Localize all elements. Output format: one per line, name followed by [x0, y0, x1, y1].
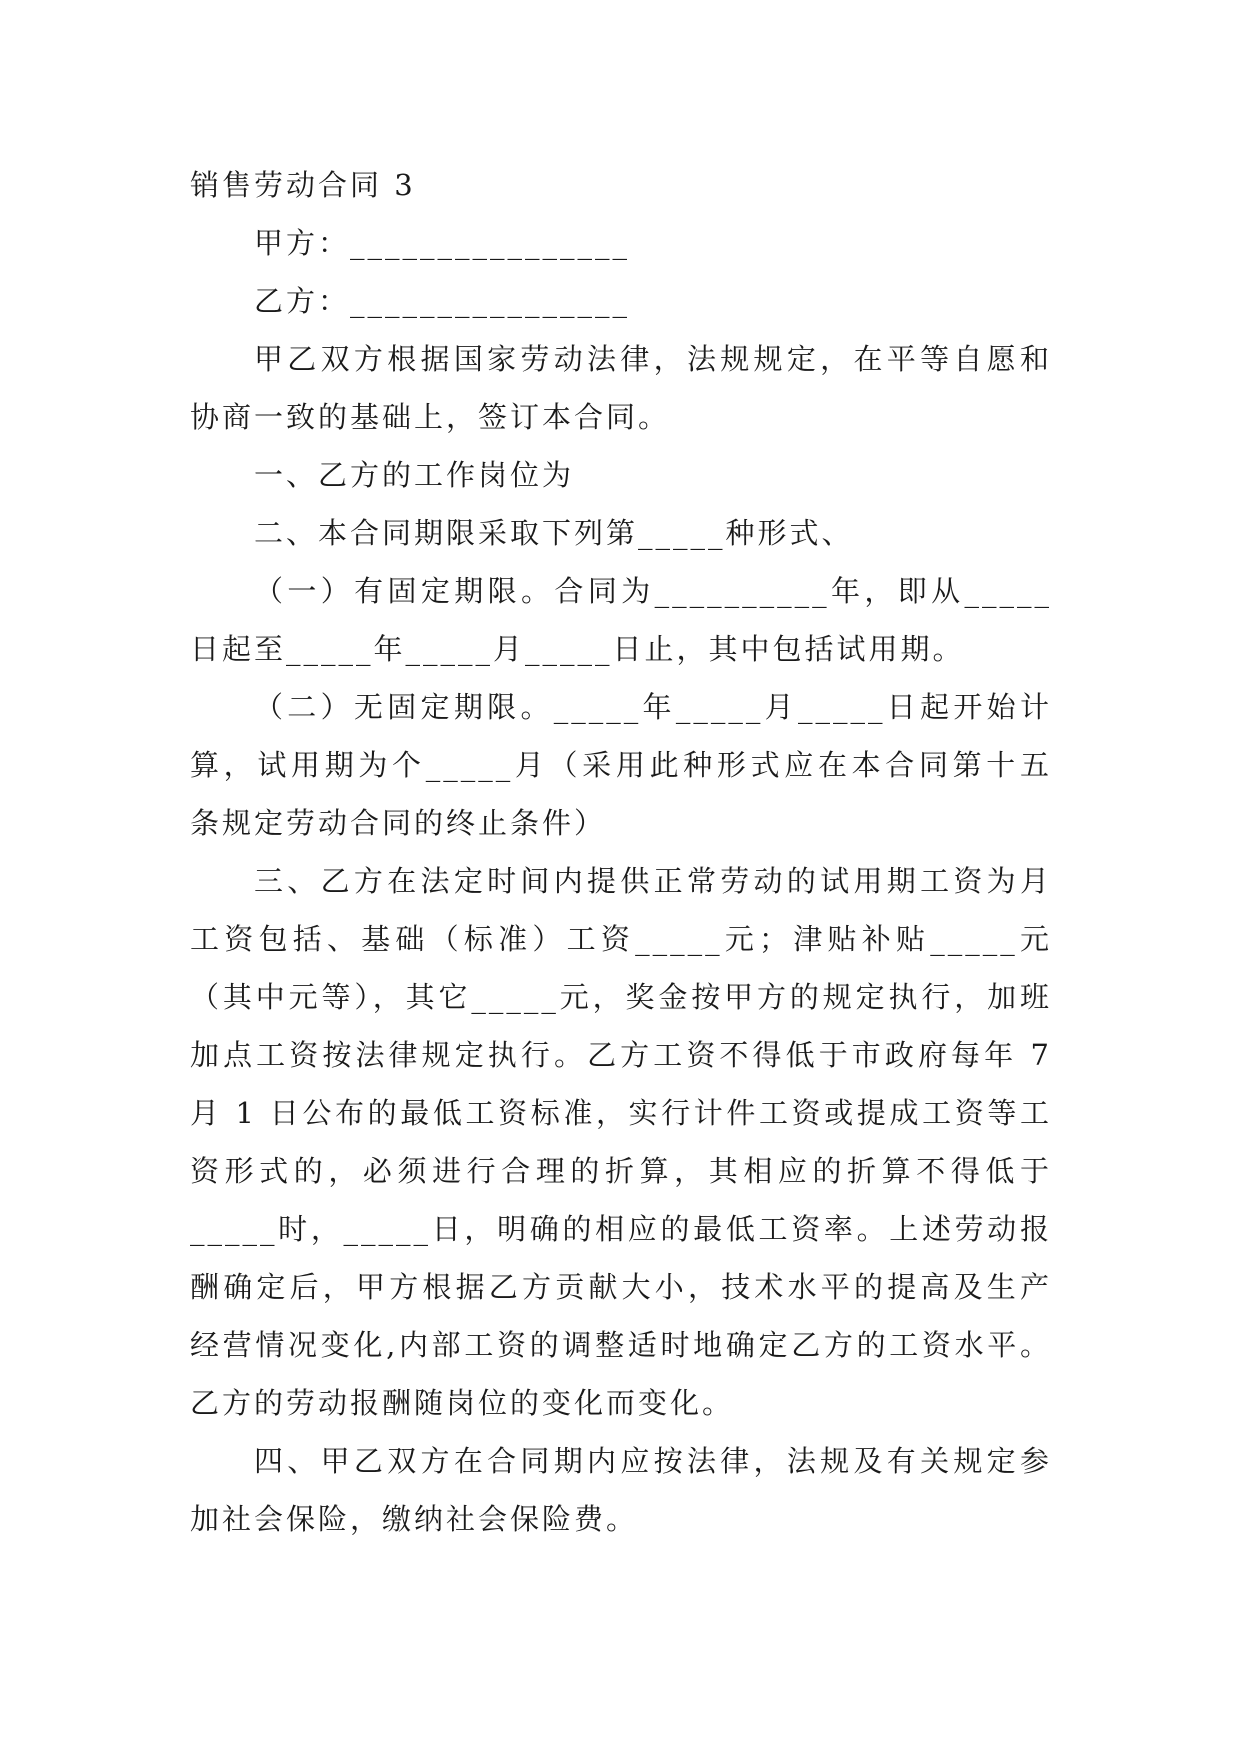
text-line: 乙方：________________ [254, 284, 631, 318]
text-line: 二、本合同期限采取下列第_____种形式、 [254, 516, 854, 550]
text-line: 甲方：________________ [254, 226, 631, 260]
text-line: 月 1 日公布的最低工资标准，实行计件工资或提成工资等工 [190, 1096, 1052, 1130]
text-line: 三、乙方在法定时间内提供正常劳动的试用期工资为月 [254, 864, 1052, 898]
text-line: 酬确定后，甲方根据乙方贡献大小，技术水平的提高及生产 [190, 1270, 1052, 1304]
text-line: 工资包括、基础（标准）工资_____元；津贴补贴_____元 [190, 922, 1052, 956]
text-line: 四、甲乙双方在合同期内应按法律，法规及有关规定参 [254, 1444, 1052, 1478]
text-line: 经营情况变化,内部工资的调整适时地确定乙方的工资水平。 [190, 1328, 1052, 1362]
text-line: 乙方的劳动报酬随岗位的变化而变化。 [190, 1386, 735, 1420]
text-line: （一）有固定期限。合同为__________年，即从_____ [254, 574, 1052, 608]
text-line: （二）无固定期限。_____年_____月_____日起开始计 [254, 690, 1052, 724]
text-line: 甲乙双方根据国家劳动法律，法规规定，在平等自愿和 [254, 342, 1052, 376]
text-line: 算，试用期为个_____月（采用此种形式应在本合同第十五 [190, 748, 1052, 782]
text-line: （其中元等），其它_____元，奖金按甲方的规定执行，加班 [190, 980, 1052, 1014]
text-line: 资形式的，必须进行合理的折算，其相应的折算不得低于 [190, 1154, 1052, 1188]
text-line: 条规定劳动合同的终止条件） [190, 806, 607, 840]
text-line: 加社会保险，缴纳社会保险费。 [190, 1502, 639, 1536]
text-line: 日起至_____年_____月_____日止，其中包括试用期。 [190, 632, 965, 666]
document-title: 销售劳动合同 3 [190, 168, 416, 202]
text-line: _____时，_____日，明确的相应的最低工资率。上述劳动报 [190, 1212, 1052, 1246]
text-line: 一、乙方的工作岗位为 [254, 458, 575, 492]
text-line: 加点工资按法律规定执行。乙方工资不得低于市政府每年 7 [190, 1038, 1052, 1072]
document-page [190, 156, 1052, 1548]
text-line: 协商一致的基础上，签订本合同。 [190, 400, 671, 434]
document-body [190, 214, 1052, 1548]
